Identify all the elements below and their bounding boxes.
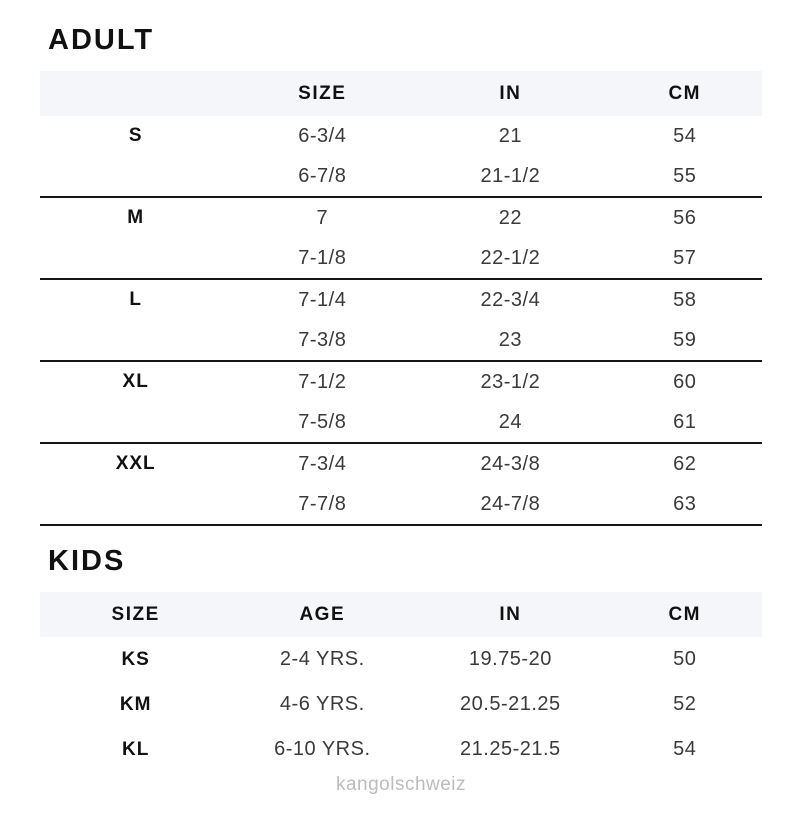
table-row <box>40 443 762 484</box>
size-group-label <box>40 484 231 525</box>
kids-size-label: KL <box>122 738 150 760</box>
cm-cell: 58 <box>673 288 697 311</box>
kids-column-header-age: AGE <box>231 592 413 637</box>
cm-cell: 54 <box>673 124 697 147</box>
kids-table-body <box>40 637 762 772</box>
size-group-label <box>40 402 231 443</box>
inches-cell: 21-1/2 <box>413 156 607 197</box>
inches-cell: 22-1/2 <box>413 238 607 279</box>
adult-section-title: ADULT <box>48 24 155 56</box>
size-group-label: M <box>127 207 145 228</box>
table-row <box>40 320 762 361</box>
table-row <box>40 682 762 727</box>
hat-size-cell: 7-3/8 <box>231 320 413 361</box>
inches-cell: 21.25-21.5 <box>460 738 561 760</box>
cm-cell: 59 <box>607 320 762 361</box>
adult-column-header-cm: CM <box>607 71 762 116</box>
cm-cell: 52 <box>673 693 697 715</box>
table-row <box>40 279 762 320</box>
cm-cell: 61 <box>607 402 762 443</box>
size-group-label <box>40 320 231 361</box>
adult-table-body <box>40 116 762 525</box>
cm-cell: 54 <box>673 738 697 760</box>
adult-table-header-row <box>40 71 762 116</box>
age-cell: 6-10 YRS. <box>274 738 371 760</box>
inches-cell: 23-1/2 <box>480 370 541 393</box>
size-group-label: L <box>129 289 142 310</box>
hat-size-cell: 7-1/2 <box>298 370 347 393</box>
inches-cell: 24-7/8 <box>413 484 607 525</box>
hat-size-cell: 7-5/8 <box>231 402 413 443</box>
size-group-label: S <box>128 125 143 146</box>
cm-cell: 50 <box>673 648 697 670</box>
inches-cell: 22 <box>498 206 522 229</box>
table-row <box>40 637 762 682</box>
size-group-label: XL <box>122 371 149 392</box>
adult-size-table <box>40 71 762 526</box>
size-group-label: XXL <box>115 453 156 474</box>
hat-size-cell: 7-7/8 <box>231 484 413 525</box>
table-row <box>40 238 762 279</box>
table-row <box>40 402 762 443</box>
inches-cell: 24 <box>413 402 607 443</box>
kids-section-title: KIDS <box>48 545 126 577</box>
hat-size-cell: 7-3/4 <box>298 452 347 475</box>
adult-column-header-in: IN <box>413 71 607 116</box>
table-row <box>40 484 762 525</box>
kids-column-header-in: IN <box>413 592 607 637</box>
inches-cell: 24-3/8 <box>480 452 541 475</box>
cm-cell: 56 <box>673 206 697 229</box>
kids-column-header-size: SIZE <box>40 592 231 637</box>
table-row <box>40 361 762 402</box>
hat-size-cell: 6-7/8 <box>231 156 413 197</box>
inches-cell: 22-3/4 <box>480 288 541 311</box>
age-cell: 2-4 YRS. <box>279 648 365 670</box>
table-row <box>40 197 762 238</box>
cm-cell: 62 <box>673 452 697 475</box>
age-cell: 4-6 YRS. <box>279 693 365 715</box>
watermark-text: kangolschweiz <box>335 774 467 795</box>
kids-size-label: KM <box>119 693 152 715</box>
cm-cell: 63 <box>607 484 762 525</box>
hat-size-cell: 6-3/4 <box>298 124 347 147</box>
inches-cell: 21 <box>498 124 522 147</box>
inches-cell: 19.75-20 <box>468 648 552 670</box>
table-row <box>40 727 762 772</box>
adult-column-header-blank <box>40 71 231 116</box>
size-group-label <box>40 156 231 197</box>
inches-cell: 20.5-21.25 <box>460 693 561 715</box>
inches-cell: 23 <box>413 320 607 361</box>
cm-cell: 57 <box>607 238 762 279</box>
kids-size-table <box>40 592 762 772</box>
hat-size-cell: 7-1/8 <box>231 238 413 279</box>
kids-column-header-cm: CM <box>607 592 762 637</box>
adult-column-header-size: SIZE <box>231 71 413 116</box>
hat-size-cell: 7 <box>316 206 329 229</box>
cm-cell: 55 <box>607 156 762 197</box>
table-row <box>40 116 762 156</box>
table-row <box>40 156 762 197</box>
size-group-label <box>40 238 231 279</box>
kids-size-label: KS <box>121 648 150 670</box>
cm-cell: 60 <box>673 370 697 393</box>
hat-size-cell: 7-1/4 <box>298 288 347 311</box>
size-guide-page <box>0 26 804 796</box>
kids-table-header-row <box>40 592 762 637</box>
